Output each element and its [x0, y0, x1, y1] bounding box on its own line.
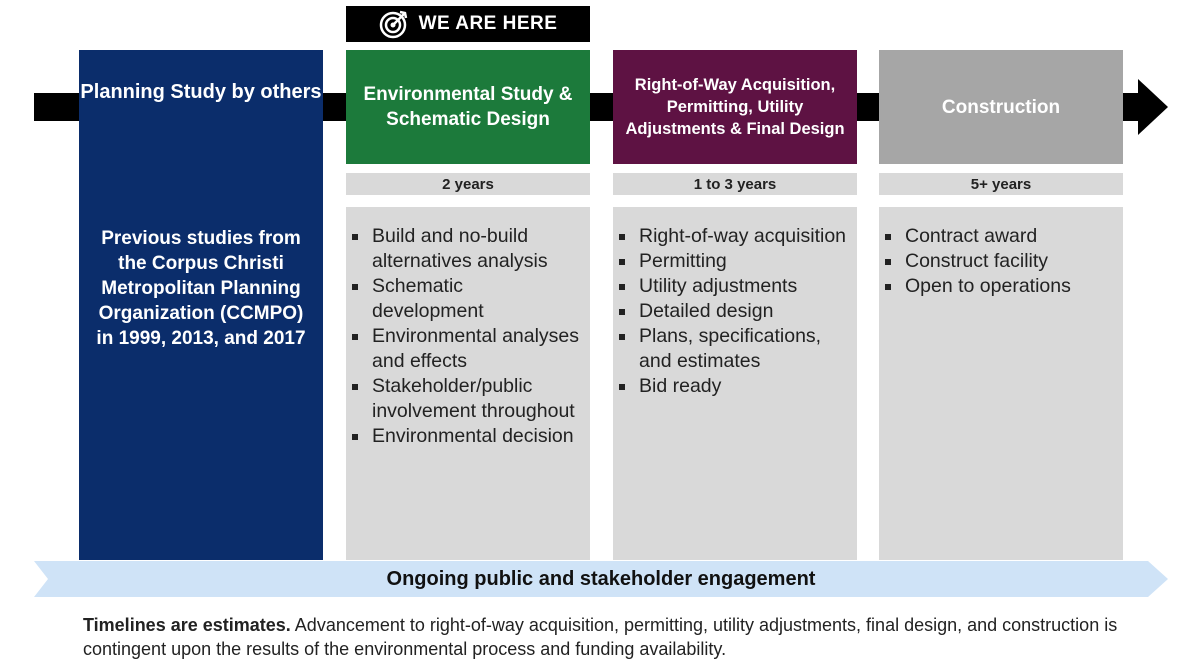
list-item: Bid ready — [639, 374, 847, 399]
footnote — [83, 613, 1183, 661]
list-item: Permitting — [639, 249, 847, 274]
list-item: Plans, specifications, and estimates — [639, 324, 847, 374]
footnote-text: Advancement to right-of-way acquisition, permitting, utility adjustments, final design, and construction is contingent upon the results of the environmental process and funding availability. — [83, 615, 1118, 659]
list-item: Construct facility — [905, 249, 1113, 274]
list-item: Schematic development — [372, 274, 580, 324]
target-icon — [379, 9, 409, 39]
list-item: Open to operations — [905, 274, 1113, 299]
environmental-study-header — [346, 50, 590, 164]
construction-title: Construction — [941, 96, 1061, 118]
planning-study-title: Planning Study by others — [80, 81, 322, 103]
engagement-label: Ongoing public and stakeholder engagement — [386, 567, 816, 590]
environmental-tasks-panel — [346, 207, 590, 560]
list-item: Utility adjustments — [639, 274, 847, 299]
right-of-way-title: Right-of-Way Acquisition, Permitting, Utility Adjustments & Final Design — [625, 76, 845, 138]
construction-duration: 5+ years — [879, 173, 1123, 195]
list-item: Environmental decision — [372, 424, 580, 449]
construction-header — [879, 50, 1123, 164]
list-item: Build and no-build alternatives analysis — [372, 224, 580, 274]
list-item: Right-of-way acquisition — [639, 225, 847, 247]
engagement-banner — [34, 561, 1168, 597]
right-of-way-task-list — [613, 207, 857, 399]
right-of-way-tasks-panel — [613, 207, 857, 560]
footnote-bold: Timelines are estimates. — [83, 615, 291, 635]
list-item: Environmental analyses and effects — [372, 325, 580, 372]
construction-task-list — [879, 207, 1123, 299]
environmental-study-title: Environmental Study & Schematic Design — [363, 84, 573, 130]
we-are-here-badge — [346, 6, 590, 42]
list-item: Contract award — [905, 224, 1113, 249]
timeline-arrow-head — [1138, 79, 1168, 135]
right-of-way-header — [613, 50, 857, 164]
planning-study-column — [79, 50, 323, 560]
environmental-duration: 2 years — [346, 173, 590, 195]
construction-tasks-panel — [879, 207, 1123, 560]
we-are-here-label: WE ARE HERE — [418, 13, 558, 34]
right-of-way-duration: 1 to 3 years — [613, 173, 857, 195]
environmental-task-list — [346, 207, 590, 449]
list-item: Stakeholder/public involvement throughout — [372, 374, 580, 424]
planning-study-body: Previous studies from the Corpus Christi Metropolitan Planning Organization (CCMPO) in 1999, 2013, and 2017 — [96, 228, 306, 349]
list-item: Detailed design — [639, 299, 847, 324]
